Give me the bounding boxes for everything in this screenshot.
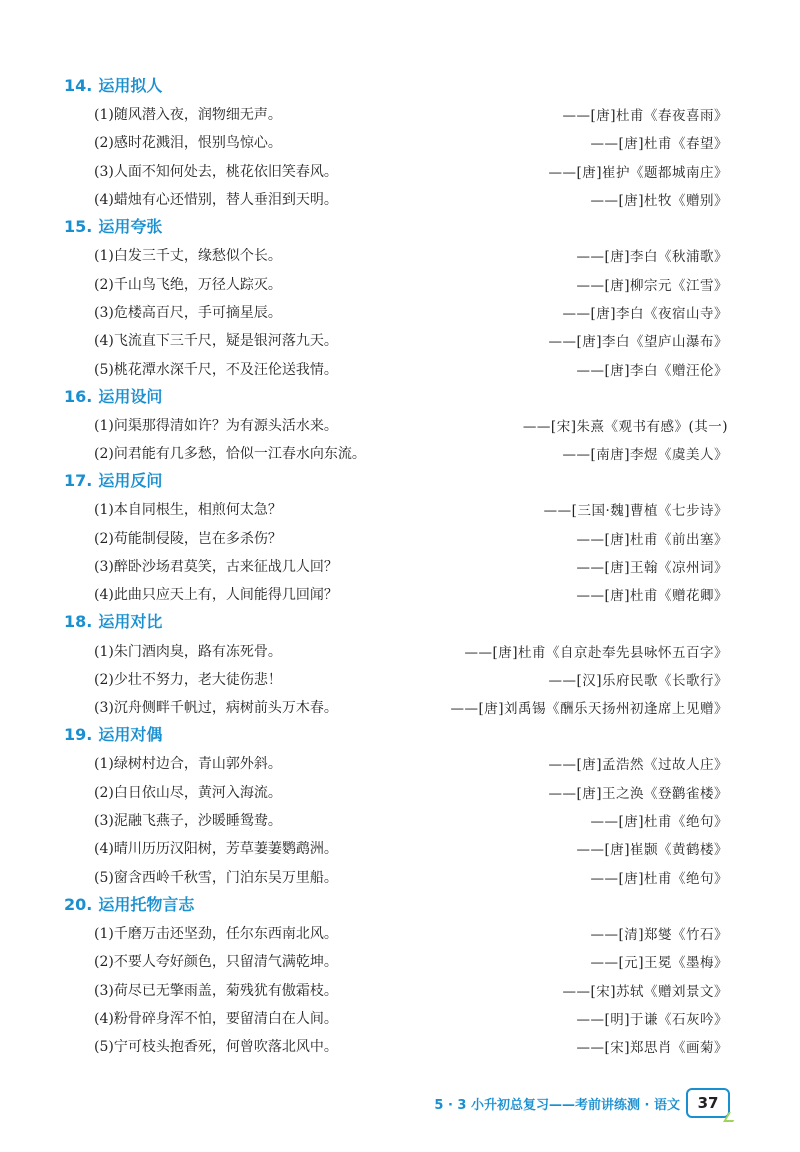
verse-source: ——[唐]李白《秋浦歌》	[576, 249, 728, 266]
verse-line	[64, 524, 728, 552]
verse-source: ——[唐]柳宗元《江雪》	[576, 277, 728, 294]
verse-text: (3)荷尽已无擎雨盖，菊残犹有傲霜枝。	[94, 982, 338, 999]
verse-text: (2)不要人夸好颜色，只留清气满乾坤。	[94, 954, 338, 971]
section-title	[64, 72, 728, 100]
section-title	[64, 467, 728, 495]
verse-text: (1)千磨万击还坚劲，任尔东西南北风。	[94, 925, 338, 942]
section-title	[64, 383, 728, 411]
verse-line	[64, 495, 728, 523]
verse-line	[64, 947, 728, 975]
verse-source: ——[唐]杜甫《春望》	[590, 136, 728, 153]
verse-source: ——[汉]乐府民歌《长歌行》	[548, 672, 728, 689]
verse-text: (2)苟能制侵陵，岂在多杀伤？	[94, 530, 282, 547]
verse-text: (2)感时花溅泪，恨别鸟惊心。	[94, 135, 282, 152]
section-number: 19.	[64, 725, 93, 745]
verse-source: ——[三国·魏]曹植《七步诗》	[543, 503, 728, 520]
verse-line	[64, 778, 728, 806]
section-number: 14.	[64, 76, 93, 95]
page-footer	[0, 1082, 800, 1122]
verse-line	[64, 580, 728, 608]
verse-text: (5)桃花潭水深千尺，不及汪伦送我情。	[94, 361, 338, 378]
verse-line	[64, 185, 728, 213]
verse-text: (3)醉卧沙场君莫笑，古来征战几人回？	[94, 559, 338, 575]
verse-line	[64, 1032, 728, 1060]
verse-line	[64, 241, 728, 269]
verse-source: ——[唐]杜甫《自京赴奉先县咏怀五百字》	[464, 644, 728, 661]
verse-text: (3)沉舟侧畔千帆过，病树前头万木春。	[94, 700, 338, 717]
verse-line	[64, 749, 728, 777]
verse-source: ——[唐]崔护《题都城南庄》	[548, 164, 728, 181]
verse-source: ——[宋]郑思肖《画菊》	[576, 1040, 728, 1057]
verse-text: (4)蜡烛有心还惜别，替人垂泪到天明。	[94, 192, 338, 209]
verse-source: ——[宋]苏轼《赠刘景文》	[562, 983, 728, 1000]
section-number: 16.	[64, 386, 93, 406]
verse-line	[64, 636, 728, 664]
section-heading: 运用设问	[98, 386, 163, 406]
verse-source: ——[唐]李白《望庐山瀑布》	[548, 334, 728, 351]
verse-text: (2)千山鸟飞绝，万径人踪灭。	[94, 276, 282, 293]
verse-source: ——[唐]王翰《凉州词》	[576, 560, 728, 576]
verse-source: ——[唐]刘禹锡《酬乐天扬州初逢席上见赠》	[450, 701, 728, 718]
verse-source: ——[唐]杜甫《赠花卿》	[576, 588, 728, 605]
verse-line	[64, 298, 728, 326]
verse-source: ——[唐]李白《赠汪伦》	[576, 362, 728, 379]
verse-line	[64, 919, 728, 947]
verse-line	[64, 439, 728, 467]
section-heading: 运用反问	[98, 471, 163, 491]
verse-text: (5)宁可枝头抱香死，何曾吹落北风中。	[94, 1039, 338, 1056]
section-number: 18.	[64, 612, 93, 632]
verse-source: ——[唐]杜甫《春夜喜雨》	[562, 108, 728, 125]
verse-source: ——[唐]杜甫《绝句》	[590, 814, 728, 831]
verse-source: ——[唐]杜牧《赠别》	[590, 193, 728, 210]
section-number: 17.	[64, 471, 93, 491]
verse-source: ——[宋]朱熹《观书有感》(其一)	[522, 418, 728, 435]
section-number: 15.	[64, 217, 93, 237]
verse-source: ——[唐]杜甫《前出塞》	[576, 531, 728, 548]
page-number: 37	[686, 1088, 730, 1118]
section-heading: 运用拟人	[98, 76, 163, 95]
verse-text: (4)飞流直下三千尺，疑是银河落九天。	[94, 333, 338, 350]
verse-text: (4)此曲只应天上有，人间能得几回闻？	[94, 587, 338, 604]
section-heading: 运用对比	[98, 612, 163, 632]
verse-text: (1)绿树村边合，青山郭外斜。	[94, 756, 282, 773]
verse-line	[64, 157, 728, 185]
verse-text: (3)危楼高百尺，手可摘星辰。	[94, 304, 282, 321]
verse-line	[64, 269, 728, 297]
section-title	[64, 891, 728, 919]
verse-text: (3)泥融飞燕子，沙暖睡鸳鸯。	[94, 813, 282, 830]
verse-text: (2)问君能有几多愁，恰似一江春水向东流。	[94, 446, 366, 463]
verse-line	[64, 975, 728, 1003]
verse-line	[64, 693, 728, 721]
footer-book-title: 5 · 3 小升初总复习——考前讲练测 · 语文	[434, 1098, 680, 1113]
verse-source: ——[唐]崔颢《黄鹤楼》	[576, 842, 728, 859]
section-heading: 运用夸张	[98, 217, 163, 237]
verse-text: (1)随风潜入夜，润物细无声。	[94, 107, 282, 124]
verse-line	[64, 411, 728, 439]
section-number: 20.	[64, 894, 93, 914]
verse-line	[64, 834, 728, 862]
verse-text: (5)窗含西岭千秋雪，门泊东吴万里船。	[94, 869, 338, 886]
content-area	[64, 72, 728, 1060]
section-heading: 运用对偶	[98, 725, 163, 745]
verse-source: ——[唐]李白《夜宿山寺》	[562, 305, 728, 322]
verse-line	[64, 863, 728, 891]
verse-line	[64, 806, 728, 834]
verse-line	[64, 354, 728, 382]
verse-source: ——[唐]孟浩然《过故人庄》	[548, 757, 728, 774]
verse-line	[64, 665, 728, 693]
verse-text: (1)白发三千丈，缘愁似个长。	[94, 248, 282, 265]
verse-text: (1)问渠那得清如许？为有源头活水来。	[94, 417, 338, 434]
verse-text: (1)朱门酒肉臭，路有冻死骨。	[94, 643, 282, 660]
verse-source: ——[唐]杜甫《绝句》	[590, 870, 728, 887]
verse-source: ——[清]郑燮《竹石》	[590, 926, 728, 943]
verse-source: ——[唐]王之涣《登鹳雀楼》	[548, 785, 728, 802]
verse-line	[64, 100, 728, 128]
verse-text: (2)白日依山尽，黄河入海流。	[94, 784, 282, 801]
verse-text: (1)本自同根生，相煎何太急？	[94, 502, 282, 519]
section-title	[64, 608, 728, 636]
verse-text: (4)晴川历历汉阳树，芳草萋萋鹦鹉洲。	[94, 841, 338, 858]
verse-text: (4)粉骨碎身浑不怕，要留清白在人间。	[94, 1010, 338, 1027]
verse-line	[64, 552, 728, 580]
verse-source: ——[南唐]李煜《虞美人》	[562, 447, 728, 464]
section-title	[64, 721, 728, 749]
verse-source: ——[元]王冕《墨梅》	[590, 955, 728, 972]
verse-text: (3)人面不知何处去，桃花依旧笑春风。	[94, 163, 338, 180]
verse-line	[64, 326, 728, 354]
section-heading: 运用托物言志	[98, 894, 195, 914]
verse-line	[64, 128, 728, 156]
verse-line	[64, 1004, 728, 1032]
verse-text: (2)少壮不努力，老大徒伤悲！	[94, 671, 282, 688]
verse-source: ——[明]于谦《石灰吟》	[576, 1011, 728, 1028]
section-title	[64, 213, 728, 241]
